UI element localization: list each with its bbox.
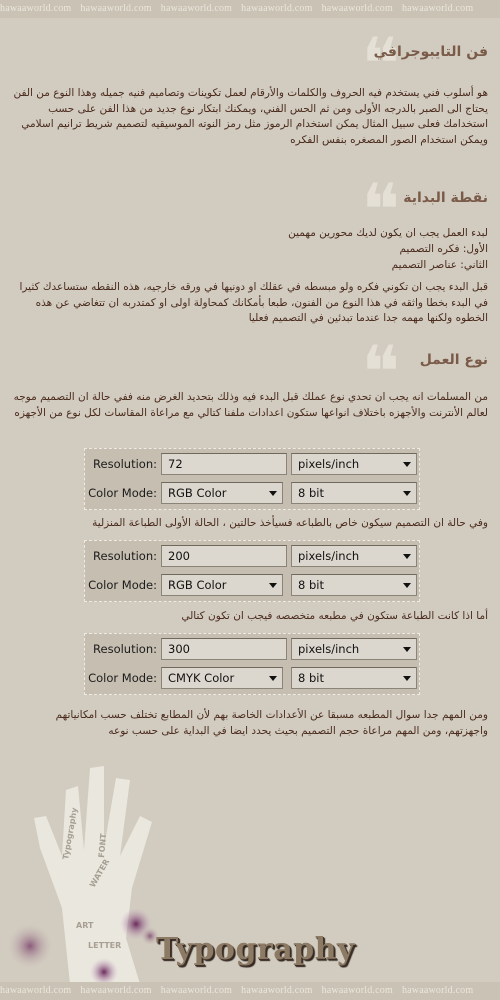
quote-mark-icon: ❝ <box>361 22 400 106</box>
resolution-row <box>85 453 419 477</box>
watermark-text: hawaaworld.com <box>160 985 233 996</box>
hand-word: LETTER <box>88 941 122 950</box>
quote-mark-icon: ❝ <box>361 168 400 252</box>
bit-depth-select[interactable] <box>291 667 417 689</box>
chevron-down-icon <box>269 676 277 681</box>
section-paragraph: من المسلمات انه يجب ان تحدي نوع عملك قبل البدء فيه وذلك بتحديد الغرض منه ففي حالة ان التصميم موجه لعالم الأنترنت والأجهزه باختلاف انواعها ستكون اعدادات ملفنا كتالي مع مراعاة المقاسات لكل نوع من الأجهزه <box>13 391 488 419</box>
color-mode-label: Color Mode: <box>88 486 157 500</box>
image-settings-panel-home-print <box>84 540 420 602</box>
section-paragraph: هو أسلوب فني يستخدم فيه الحروف والكلمات والأرقام لعمل تكوينات وتصاميم فنيه جميله وهذا النوع من الفن يحتاج الى الصبر بالدرجه الأولى ومن ثم الحس الفني، ويمكنك ابتكار نوع جديد من هذا الفن على حسب استخدامك فعلى سبيل المثال يمكن استخدام الرموز مثل رمز النوته الموسيقيه لتصميم شريط ترانيم اسلامي ويمكن استخدام الصور المصغره بنفس الفكره <box>13 87 488 146</box>
chevron-down-icon <box>403 491 411 496</box>
watermark-text: hawaaworld.com <box>321 3 393 14</box>
chevron-down-icon <box>269 491 277 496</box>
section-paragraph: قبل البدء يجب ان تكوني فكره ولو مبسطه في عقلك او دونيها في ورقه خارجيه، هذه النقطه ستساعدك كثيرا في البدء بخطا واثقه في هذا النوع من الفنون، طبعا بأمكانك كمحاولة اولى او كمتدربه ان تتغاضي عن هذه الخطوه ولكنها مهمه جدا عندما تبدئين في التصميم فعليا <box>19 281 488 324</box>
resolution-unit-value: pixels/inch <box>298 457 360 471</box>
section-line: الثاني: عناصر التصميم <box>391 259 488 271</box>
section-line: لبدء العمل يجب ان يكون لديك محورين مهمين <box>288 227 488 239</box>
image-settings-panel-press-print <box>84 633 420 695</box>
color-mode-label: Color Mode: <box>88 578 157 592</box>
chevron-down-icon <box>403 462 411 467</box>
color-mode-select[interactable] <box>161 482 283 504</box>
color-mode-select[interactable] <box>161 574 283 596</box>
color-mode-row <box>85 574 419 598</box>
bit-depth-select[interactable] <box>291 574 417 596</box>
flower-decoration <box>6 922 54 970</box>
chevron-down-icon <box>269 583 277 588</box>
section-heading: نقطة البداية <box>403 190 488 206</box>
watermark-bar-top <box>0 0 500 18</box>
watermark-text: hawaaworld.com <box>80 985 152 996</box>
watermark-text: hawaaworld.com <box>321 985 393 996</box>
bit-depth-value: 8 bit <box>298 486 324 500</box>
watermark-text: hawaaworld.com <box>241 3 313 14</box>
hand-word: ART <box>76 921 94 930</box>
hand-word: FONT <box>97 833 109 859</box>
home-print-note: وفي حالة ان التصميم سيكون خاص بالطباعه فسيأخذ حالتين ، الحالة الأولى الطباعة المنزلية <box>92 517 488 529</box>
bit-depth-select[interactable] <box>291 482 417 504</box>
section-heading: نوع العمل <box>419 352 488 368</box>
chevron-down-icon <box>403 583 411 588</box>
resolution-label: Resolution: <box>93 549 157 563</box>
closing-paragraph: ومن المهم جدا سوال المطبعه مسبقا عن الأعدادات الخاصة بهم لأن المطابع تختلف حسب امكانياتهم واجهزتهم، ومن المهم مراعاة حجم التصميم بحيث يحدد ايضا في البداية على حسب نوعه <box>55 709 488 737</box>
section-heading-row <box>288 22 488 106</box>
section-line: الأول: فكره التصميم <box>399 243 488 255</box>
color-mode-value: CMYK Color <box>168 671 235 685</box>
watermark-text: hawaaworld.com <box>401 985 474 996</box>
watermark-text: hawaaworld.com <box>160 3 233 14</box>
chevron-down-icon <box>403 554 411 559</box>
color-mode-value: RGB Color <box>168 578 227 592</box>
section-heading: فن التايبوجرافي <box>373 44 488 60</box>
section-heading-row <box>288 330 488 414</box>
chevron-down-icon <box>403 676 411 681</box>
resolution-unit-value: pixels/inch <box>298 549 360 563</box>
resolution-unit-value: pixels/inch <box>298 642 360 656</box>
resolution-unit-select[interactable] <box>291 638 417 660</box>
color-mode-select[interactable] <box>161 667 283 689</box>
image-settings-panel-web <box>84 448 420 510</box>
chevron-down-icon <box>403 647 411 652</box>
watermark-text: hawaaworld.com <box>0 3 72 14</box>
resolution-input[interactable]: 72 <box>161 453 287 475</box>
watermark-bar-bottom <box>0 982 500 1000</box>
press-print-note: أما اذا كانت الطباعة ستكون في مطبعه متخصصه فيجب ان تكون كتالي <box>181 610 488 622</box>
resolution-label: Resolution: <box>93 642 157 656</box>
resolution-row <box>85 545 419 569</box>
resolution-row <box>85 638 419 662</box>
watermark-text: hawaaworld.com <box>401 3 474 14</box>
hand-word: WATER <box>87 857 112 889</box>
resolution-label: Resolution: <box>93 457 157 471</box>
typography-logo-text: Typography <box>156 932 355 967</box>
watermark-text: hawaaworld.com <box>0 985 72 996</box>
hand-word: Typography <box>61 806 80 861</box>
watermark-text: hawaaworld.com <box>241 985 313 996</box>
quote-mark-icon: ❝ <box>361 330 400 414</box>
color-mode-row <box>85 667 419 691</box>
resolution-unit-select[interactable] <box>291 545 417 567</box>
resolution-input[interactable]: 300 <box>161 638 287 660</box>
resolution-unit-select[interactable] <box>291 453 417 475</box>
color-mode-label: Color Mode: <box>88 671 157 685</box>
color-mode-row <box>85 482 419 506</box>
bit-depth-value: 8 bit <box>298 578 324 592</box>
resolution-input[interactable]: 200 <box>161 545 287 567</box>
color-mode-value: RGB Color <box>168 486 227 500</box>
watermark-text: hawaaworld.com <box>80 3 152 14</box>
bit-depth-value: 8 bit <box>298 671 324 685</box>
